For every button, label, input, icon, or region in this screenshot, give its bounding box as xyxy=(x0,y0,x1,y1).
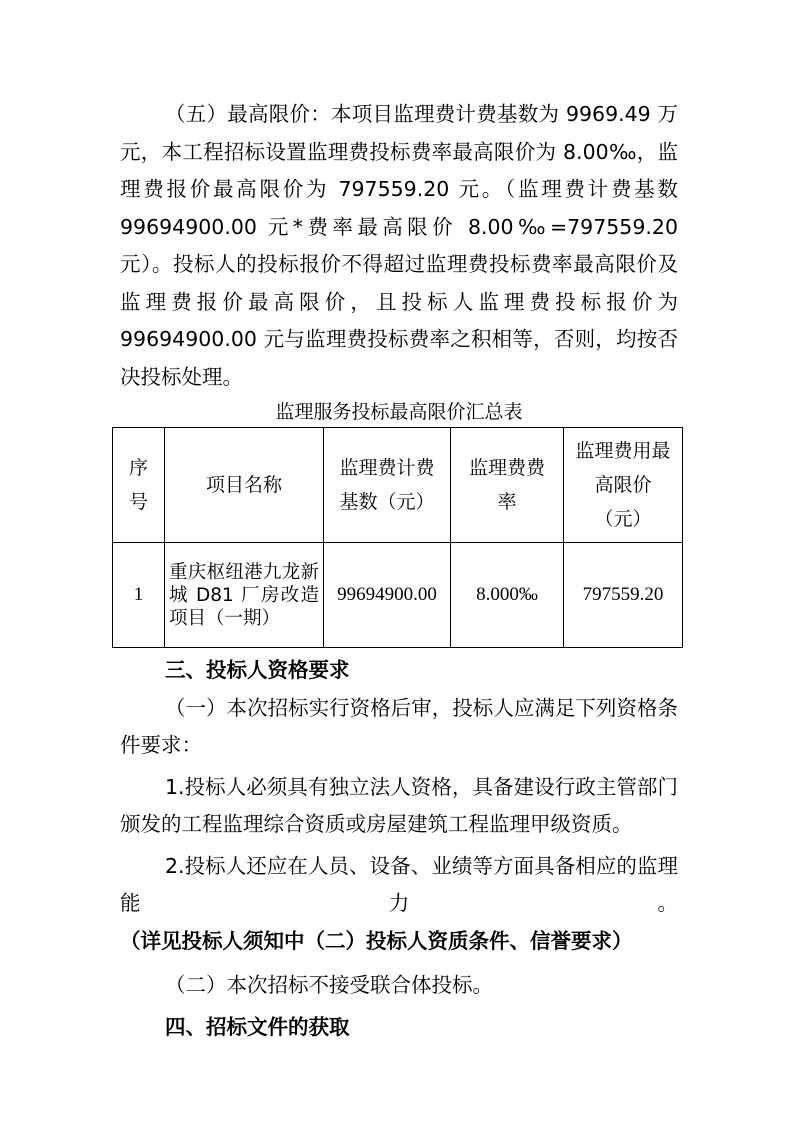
section3-item2 xyxy=(120,848,678,961)
cell-base: 99694900.00 xyxy=(324,543,451,648)
section3-sub1: （一）本次招标实行资格后审，投标人应满足下列资格条件要求： xyxy=(120,695,678,757)
header-limit: 监理费用最高限价（元） xyxy=(564,428,683,543)
item2-bold-note: （详见投标人须知中（二）投标人资质条件、信誉要求） xyxy=(120,928,633,953)
document-page xyxy=(120,96,678,1046)
header-seq: 序号 xyxy=(113,428,165,543)
table-row xyxy=(113,543,683,648)
section3-item1: 1.投标人必须具有独立法人资格，具备建设行政主管部门颁发的工程监理综合资质或房屋建筑工程监理甲级资质。 xyxy=(120,774,678,836)
table-header-row xyxy=(113,428,683,543)
cell-seq: 1 xyxy=(113,543,165,648)
cell-project-name: 重庆枢纽港九龙新城 D81 厂房改造项目（一期） xyxy=(165,543,324,648)
cell-rate: 8.000‰ xyxy=(451,543,564,648)
section5-paragraph: （五）最高限价：本项目监理费计费基数为 9969.49 万元，本工程招标设置监理费投标费率最高限价为 8.00‰，监理费报价最高限价为 797559.20 元。（监理费计费基数99694900.00 元*费率最高限价 8.00‰=797559.20 元）。投标人的投标报价不得超过监理费投标费率最高限价及监理费报价最高限价，且投标人监理费投标报价为 99694900.00 元与监理费投标费率之积相等，否则，均按否决投标处理。 xyxy=(120,102,678,389)
section4-heading: 四、招标文件的获取 xyxy=(165,1014,350,1039)
table-title: 监理服务投标最高限价汇总表 xyxy=(275,401,523,423)
header-base: 监理费计费基数（元） xyxy=(324,428,451,543)
price-limit-table xyxy=(112,427,683,648)
header-name: 项目名称 xyxy=(165,428,324,543)
cell-limit: 797559.20 xyxy=(564,543,683,648)
header-rate: 监理费费率 xyxy=(451,428,564,543)
section3-heading: 三、投标人资格要求 xyxy=(165,658,350,682)
section3-sub2: （二）本次招标不接受联合体投标。 xyxy=(165,973,493,997)
item2-text: 2.投标人还应在人员、设备、业绩等方面具备相应的监理能力。 xyxy=(120,853,678,915)
